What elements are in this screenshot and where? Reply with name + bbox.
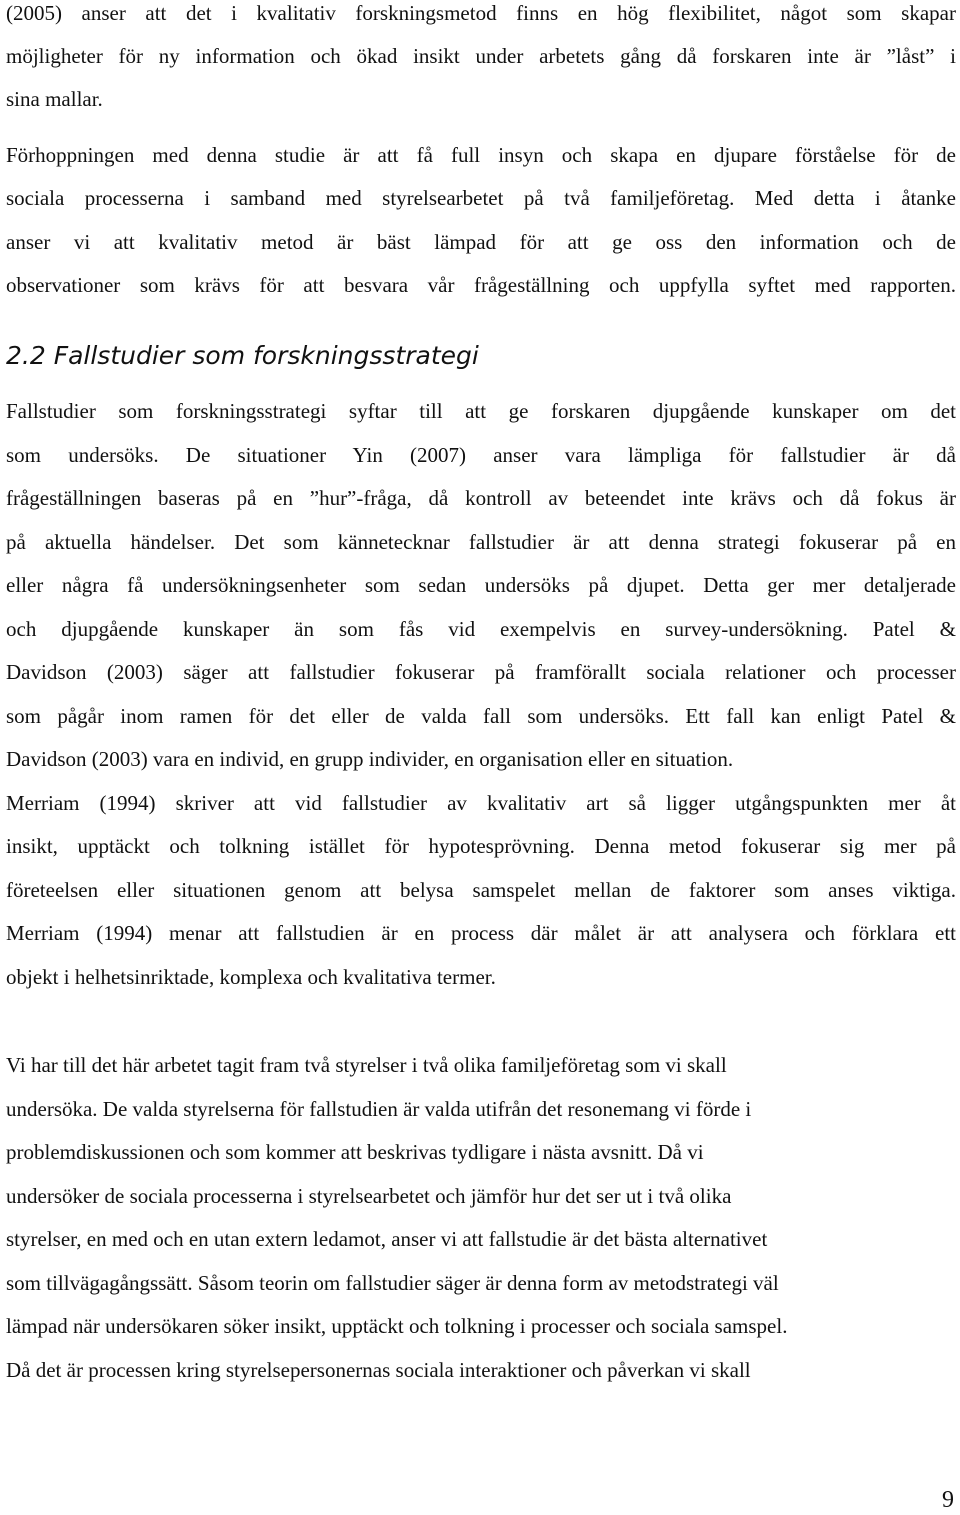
text-line: Vi har till det här arbetet tagit fram två styrelser i två olika familjeföretag som vi skall [6,1053,727,1077]
text-line: Merriam (1994) menar att fallstudien är en process där målet är att analysera och förklara ett [6,921,956,945]
text-line: sina mallar. [6,87,103,111]
text-line: Förhoppningen med denna studie är att få full insyn och skapa en djupare förståelse för de [6,143,956,167]
text-line: anser vi att kvalitativ metod är bäst lämpad för att ge oss den information och de [6,230,956,254]
text-line: Då det är processen kring styrelsepersonernas sociala interaktioner och påverkan vi skall [6,1358,751,1382]
text-line: som undersöks. De situationer Yin (2007) anser vara lämpliga för fallstudier är då [6,443,956,467]
text-line: Fallstudier som forskningsstrategi syftar till att ge forskaren djupgående kunskaper om det [6,399,956,423]
text-line: på aktuella händelser. Det som kännetecknar fallstudier är att denna strategi fokuserar på en [6,530,956,554]
text-line: frågeställningen baseras på en ”hur”-fråga, då kontroll av beteendet inte krävs och då fokus är [6,486,956,510]
text-line: företeelsen eller situationen genom att belysa samspelet mellan de faktorer som anses viktiga. [6,878,956,902]
text-line: som tillvägagångssätt. Såsom teorin om fallstudier säger är denna form av metodstrategi väl [6,1271,779,1295]
text-line: styrelser, en med och en utan extern ledamot, anser vi att fallstudie är det bästa alternativet [6,1227,768,1251]
text-line: observationer som krävs för att besvara vår frågeställning och uppfylla syftet med rapporten. [6,273,956,297]
text-line: (2005) anser att det i kvalitativ forskningsmetod finns en hög flexibilitet, något som skapar [6,1,956,25]
text-line: och djupgående kunskaper än som fås vid exempelvis en survey-undersökning. Patel & [6,617,956,641]
text-line: objekt i helhetsinriktade, komplexa och kvalitativa termer. [6,965,496,989]
page-number: 9 [942,1487,954,1513]
section-heading: 2.2 Fallstudier som forskningsstrategi [6,341,479,370]
text-line: som pågår inom ramen för det eller de valda fall som undersöks. Ett fall kan enligt Patel & [6,704,956,728]
text-line: Davidson (2003) vara en individ, en grupp individer, en organisation eller en situation. [6,747,734,771]
text-line: lämpad när undersökaren söker insikt, upptäckt och tolkning i processer och sociala samspel. [6,1314,788,1338]
text-line: insikt, upptäckt och tolkning istället för hypotesprövning. Denna metod fokuserar sig mer på [6,834,956,858]
text-line: problemdiskussionen och som kommer att beskrivas tydligare i nästa avsnitt. Då vi [6,1140,704,1164]
text-line: Merriam (1994) skriver att vid fallstudier av kvalitativ art så ligger utgångspunkten mer åt [6,791,956,815]
text-line: eller några få undersökningsenheter som sedan undersöks på djupet. Detta ger mer detaljerade [6,573,956,597]
text-line: undersöka. De valda styrelserna för fallstudien är valda utifrån det resonemang vi förde i [6,1097,752,1121]
text-line: Davidson (2003) säger att fallstudier fokuserar på framförallt sociala relationer och processer [6,660,956,684]
text-line: undersöker de sociala processerna i styrelsearbetet och jämför hur det ser ut i två olika [6,1184,732,1208]
text-line: möjligheter för ny information och ökad insikt under arbetets gång då forskaren inte är ”låst” i [6,44,956,68]
text-line: sociala processerna i samband med styrelsearbetet på två familjeföretag. Med detta i åtanke [6,186,956,210]
